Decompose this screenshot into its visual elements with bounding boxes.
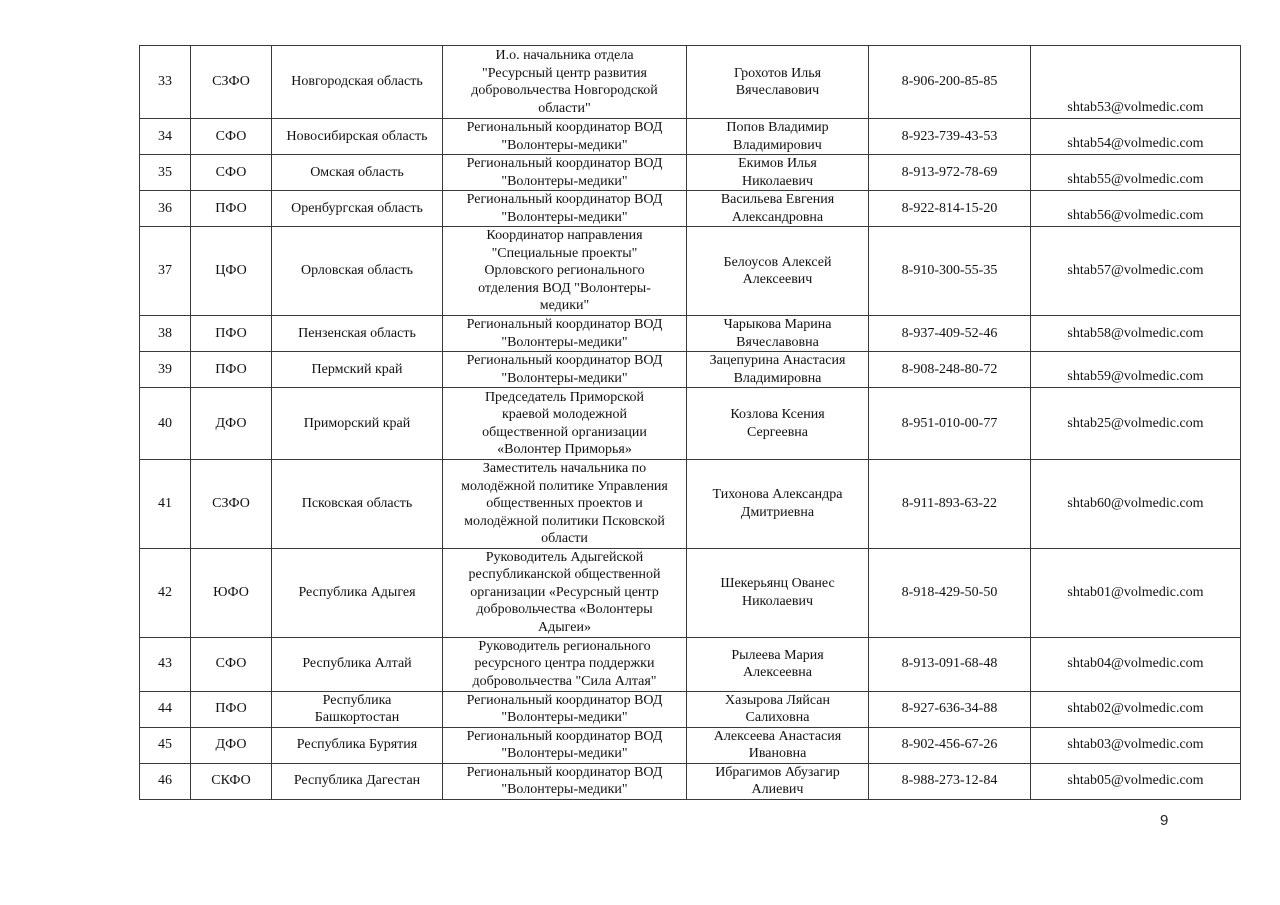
row-number-cell-text: 34 [158, 128, 172, 144]
federal-district-cell [191, 352, 272, 388]
email-cell-text: shtab58@volmedic.com [1067, 325, 1204, 341]
region-cell [272, 763, 443, 799]
contact-name-cell-text: Белоусов Алексей Алексеевич [723, 254, 832, 287]
region-cell [272, 316, 443, 352]
row-number-cell [140, 388, 191, 460]
region-cell-text: Орловская область [300, 263, 414, 279]
page-number: 9 [1160, 812, 1169, 829]
region-cell-text: Республика Дагестан [293, 773, 421, 789]
federal-district-cell-text: ДФО [215, 415, 247, 431]
phone-cell-text: 8-988-273-12-84 [901, 773, 998, 789]
row-number-cell-text: 44 [158, 701, 172, 717]
email-cell-text: shtab55@volmedic.com [1067, 171, 1204, 187]
table-row [140, 155, 1241, 191]
table-row [140, 46, 1241, 119]
region-cell-text: Республика Алтай [302, 656, 412, 672]
row-number-cell [140, 227, 191, 316]
contact-name-cell-text: Зацепурина Анастасия Владимировна [709, 353, 846, 386]
position-cell-text: Региональный координатор ВОД "Волонтеры-медики" [466, 764, 663, 797]
phone-cell-text: 8-902-456-67-26 [901, 737, 998, 753]
federal-district-cell [191, 191, 272, 227]
table-row [140, 460, 1241, 549]
federal-district-cell-text: ЮФО [213, 584, 249, 600]
table-row [140, 763, 1241, 799]
phone-cell-text: 8-911-893-63-22 [901, 496, 998, 511]
phone-cell [869, 352, 1031, 388]
position-cell [443, 691, 687, 727]
region-cell-text: Псковская область [301, 496, 413, 511]
contact-name-cell-text: Ибрагимов Абузагир Алиевич [715, 764, 840, 797]
contact-name-cell-text: Хазырова Ляйсан Салиховна [725, 692, 830, 725]
phone-cell [869, 316, 1031, 352]
position-cell-text: Региональный координатор ВОД "Волонтеры-медики" [466, 120, 663, 153]
contact-name-cell [687, 691, 869, 727]
phone-cell [869, 727, 1031, 763]
phone-cell-text: 8-908-248-80-72 [901, 361, 998, 377]
federal-district-cell [191, 388, 272, 460]
phone-cell-text: 8-913-091-68-48 [901, 656, 998, 672]
region-cell-text: Пермский край [311, 361, 403, 377]
position-cell [443, 316, 687, 352]
federal-district-cell-text: СФО [215, 656, 247, 672]
phone-cell-text: 8-951-010-00-77 [901, 415, 998, 431]
phone-cell-text: 8-906-200-85-85 [901, 74, 998, 90]
position-cell [443, 191, 687, 227]
contact-name-cell [687, 155, 869, 191]
table-row [140, 119, 1241, 155]
contact-name-cell-text: Васильева Евгения Александровна [720, 192, 835, 225]
position-cell [443, 352, 687, 388]
position-cell-text: Региональный координатор ВОД "Волонтеры-медики" [466, 317, 663, 350]
federal-district-cell-text: СЗФО [212, 496, 250, 511]
email-cell [1031, 119, 1241, 155]
contact-name-cell-text: Грохотов Илья Вячеславович [733, 65, 822, 98]
row-number-cell-text: 43 [158, 656, 172, 672]
federal-district-cell [191, 460, 272, 549]
position-cell [443, 46, 687, 119]
federal-district-cell [191, 46, 272, 119]
row-number-cell [140, 691, 191, 727]
position-cell-text: Региональный координатор ВОД "Волонтеры-медики" [466, 156, 663, 189]
contact-name-cell [687, 727, 869, 763]
phone-cell [869, 388, 1031, 460]
row-number-cell-text: 38 [158, 325, 172, 341]
email-cell-text: shtab57@volmedic.com [1067, 263, 1204, 279]
federal-district-cell [191, 119, 272, 155]
phone-cell-text: 8-922-814-15-20 [901, 200, 998, 216]
email-cell [1031, 727, 1241, 763]
region-cell [272, 637, 443, 691]
contacts-table [139, 45, 1241, 800]
region-cell-text: Новосибирская область [286, 128, 428, 144]
contact-name-cell [687, 227, 869, 316]
region-cell [272, 460, 443, 549]
federal-district-cell-text: ПФО [215, 200, 247, 216]
email-cell [1031, 155, 1241, 191]
row-number-cell [140, 155, 191, 191]
position-cell [443, 548, 687, 637]
table-row [140, 548, 1241, 637]
contact-name-cell [687, 119, 869, 155]
region-cell-text: Республика Адыгея [298, 584, 416, 600]
contact-name-cell-text: Тихонова Александра Дмитриевна [712, 487, 843, 520]
region-cell-text: Новгородская область [291, 74, 423, 90]
phone-cell [869, 763, 1031, 799]
region-cell [272, 227, 443, 316]
table-row [140, 352, 1241, 388]
phone-cell [869, 119, 1031, 155]
position-cell [443, 227, 687, 316]
contact-name-cell [687, 316, 869, 352]
row-number-cell [140, 637, 191, 691]
contact-name-cell [687, 637, 869, 691]
phone-cell [869, 46, 1031, 119]
federal-district-cell-text: СЗФО [212, 74, 250, 90]
region-cell-text: Республика Бурятия [296, 737, 418, 753]
email-cell-text: shtab59@volmedic.com [1067, 368, 1204, 384]
row-number-cell [140, 119, 191, 155]
table-row [140, 727, 1241, 763]
row-number-cell-text: 41 [158, 496, 172, 511]
row-number-cell-text: 45 [158, 737, 172, 753]
region-cell [272, 388, 443, 460]
phone-cell-text: 8-910-300-55-35 [901, 263, 998, 279]
email-cell-text: shtab56@volmedic.com [1067, 207, 1204, 223]
position-cell-text: И.о. начальника отдела "Ресурсный центр развития добровольчества Новгородской области" [471, 48, 658, 116]
row-number-cell [140, 352, 191, 388]
row-number-cell-text: 37 [158, 263, 172, 279]
federal-district-cell-text: СФО [215, 128, 247, 144]
email-cell [1031, 46, 1241, 119]
row-number-cell-text: 42 [158, 584, 172, 600]
federal-district-cell [191, 763, 272, 799]
position-cell-text: Региональный координатор ВОД "Волонтеры-медики" [466, 728, 663, 761]
row-number-cell-text: 33 [158, 74, 172, 90]
email-cell-text: shtab05@volmedic.com [1067, 773, 1204, 789]
row-number-cell [140, 46, 191, 119]
email-cell [1031, 548, 1241, 637]
phone-cell [869, 548, 1031, 637]
federal-district-cell [191, 316, 272, 352]
row-number-cell [140, 191, 191, 227]
phone-cell-text: 8-923-739-43-53 [901, 128, 998, 144]
table-row [140, 691, 1241, 727]
position-cell [443, 637, 687, 691]
phone-cell [869, 637, 1031, 691]
federal-district-cell [191, 691, 272, 727]
row-number-cell [140, 763, 191, 799]
email-cell [1031, 388, 1241, 460]
phone-cell [869, 155, 1031, 191]
email-cell-text: shtab04@volmedic.com [1067, 656, 1204, 672]
position-cell [443, 119, 687, 155]
email-cell [1031, 637, 1241, 691]
federal-district-cell-text: СФО [215, 164, 247, 180]
email-cell [1031, 352, 1241, 388]
position-cell [443, 155, 687, 191]
row-number-cell [140, 727, 191, 763]
federal-district-cell [191, 155, 272, 191]
contact-name-cell-text: Рылеева Мария Алексеевна [731, 647, 824, 680]
email-cell [1031, 227, 1241, 316]
federal-district-cell-text: ПФО [215, 701, 247, 717]
contact-name-cell-text: Алексеева Анастасия Ивановна [713, 728, 842, 761]
table-row [140, 316, 1241, 352]
contact-name-cell-text: Шекерьянц Ованес Николаевич [720, 576, 835, 609]
row-number-cell-text: 39 [158, 361, 172, 377]
contact-name-cell [687, 460, 869, 549]
position-cell-text: Руководитель регионального ресурсного центра поддержки добровольчества "Сила Алтая" [472, 638, 657, 689]
region-cell [272, 119, 443, 155]
region-cell [272, 46, 443, 119]
table-body [140, 46, 1241, 800]
email-cell [1031, 691, 1241, 727]
phone-cell [869, 227, 1031, 316]
position-cell-text: Региональный координатор ВОД "Волонтеры-медики" [466, 692, 663, 725]
contact-name-cell [687, 763, 869, 799]
phone-cell-text: 8-937-409-52-46 [901, 325, 998, 341]
federal-district-cell [191, 227, 272, 316]
table-row [140, 191, 1241, 227]
row-number-cell-text: 35 [158, 164, 172, 180]
email-cell [1031, 191, 1241, 227]
region-cell [272, 352, 443, 388]
phone-cell-text: 8-918-429-50-50 [901, 584, 998, 600]
email-cell [1031, 763, 1241, 799]
region-cell [272, 548, 443, 637]
federal-district-cell [191, 637, 272, 691]
table-row [140, 637, 1241, 691]
region-cell-text: Республика Башкортостан [314, 692, 400, 725]
email-cell-text: shtab01@volmedic.com [1067, 584, 1204, 600]
position-cell-text: Руководитель Адыгейской республиканской общественной организации «Ресурсный центр добровольчества «Волонтеры Адыгеи» [468, 549, 661, 635]
position-cell-text: Региональный координатор ВОД "Волонтеры-медики" [466, 353, 663, 386]
row-number-cell-text: 46 [158, 773, 172, 789]
position-cell-text: Региональный координатор ВОД "Волонтеры-медики" [466, 192, 663, 225]
contact-name-cell-text: Екимов Илья Николаевич [738, 156, 817, 189]
contact-name-cell [687, 191, 869, 227]
position-cell-text: Заместитель начальника по молодёжной политике Управления общественных проектов и молодёжной политики Псковской области [461, 461, 668, 546]
position-cell [443, 388, 687, 460]
email-cell-text: shtab60@volmedic.com [1067, 496, 1204, 511]
phone-cell [869, 191, 1031, 227]
contact-name-cell [687, 548, 869, 637]
email-cell-text: shtab03@volmedic.com [1067, 737, 1204, 753]
phone-cell-text: 8-913-972-78-69 [901, 164, 998, 180]
email-cell [1031, 316, 1241, 352]
region-cell-text: Омская область [310, 164, 404, 180]
table-row [140, 388, 1241, 460]
email-cell-text: shtab25@volmedic.com [1067, 415, 1204, 431]
federal-district-cell-text: ДФО [215, 737, 247, 753]
contact-name-cell [687, 352, 869, 388]
contact-name-cell [687, 388, 869, 460]
federal-district-cell-text: СКФО [211, 773, 251, 789]
federal-district-cell [191, 727, 272, 763]
region-cell [272, 155, 443, 191]
region-cell-text: Приморский край [303, 415, 411, 431]
federal-district-cell-text: ЦФО [215, 263, 247, 279]
position-cell [443, 763, 687, 799]
position-cell [443, 727, 687, 763]
region-cell [272, 691, 443, 727]
contact-name-cell-text: Попов Владимир Владимирович [726, 120, 829, 153]
contact-name-cell [687, 46, 869, 119]
region-cell-text: Оренбургская область [291, 200, 423, 216]
federal-district-cell [191, 548, 272, 637]
email-cell-text: shtab53@volmedic.com [1067, 99, 1204, 115]
phone-cell [869, 460, 1031, 549]
contact-name-cell-text: Козлова Ксения Сергеевна [730, 407, 825, 440]
position-cell [443, 460, 687, 549]
region-cell [272, 727, 443, 763]
position-cell-text: Координатор направления "Специальные проекты" Орловского регионального отделения ВОД "Волонтеры- медики" [478, 228, 651, 314]
email-cell-text: shtab54@volmedic.com [1067, 135, 1204, 151]
contact-name-cell-text: Чарыкова Марина Вячеславовна [723, 317, 832, 350]
federal-district-cell-text: ПФО [215, 325, 247, 341]
federal-district-cell-text: ПФО [215, 361, 247, 377]
row-number-cell-text: 40 [158, 415, 172, 431]
row-number-cell-text: 36 [158, 200, 172, 216]
email-cell [1031, 460, 1241, 549]
phone-cell [869, 691, 1031, 727]
position-cell-text: Председатель Приморской краевой молодежной общественной организации «Волонтер Приморья» [482, 389, 647, 457]
phone-cell-text: 8-927-636-34-88 [901, 701, 998, 717]
email-cell-text: shtab02@volmedic.com [1067, 701, 1204, 717]
table-row [140, 227, 1241, 316]
region-cell-text: Пензенская область [298, 325, 416, 341]
row-number-cell [140, 316, 191, 352]
region-cell [272, 191, 443, 227]
row-number-cell [140, 548, 191, 637]
row-number-cell [140, 460, 191, 549]
